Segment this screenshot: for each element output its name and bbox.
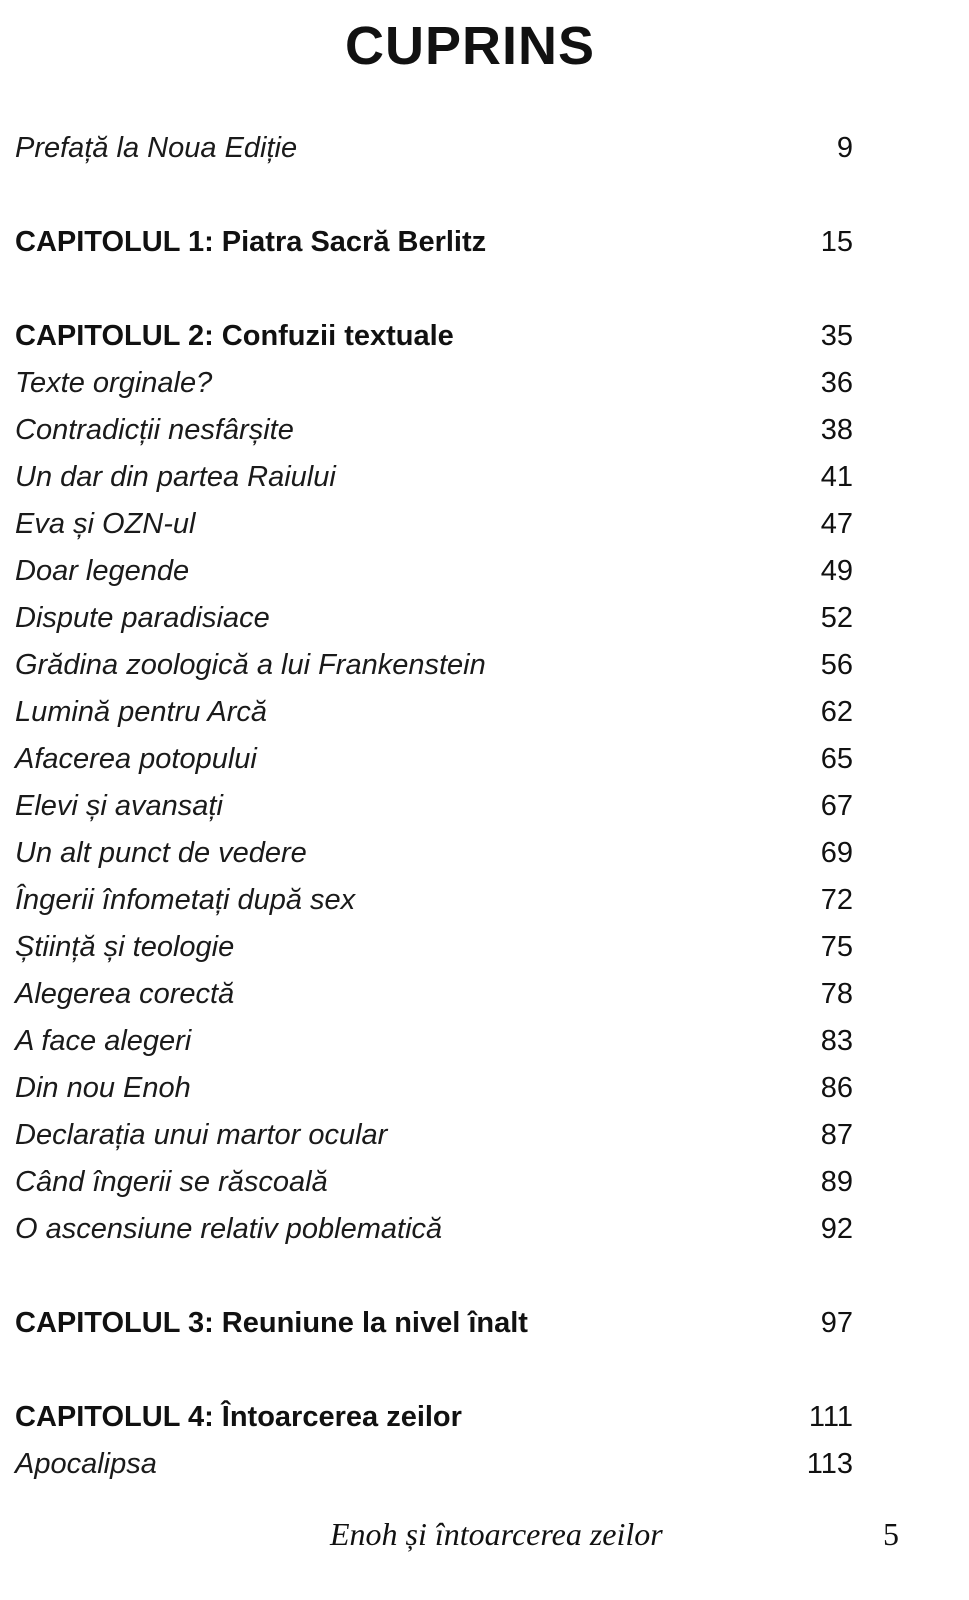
toc-entry-label: Texte orginale? <box>15 366 213 399</box>
toc-entry-section[interactable] <box>15 1158 853 1206</box>
toc-entry-page: 111 <box>808 1400 853 1433</box>
toc-entry-label: Declarația unui martor ocular <box>15 1118 388 1151</box>
toc-entry-chapter-3[interactable] <box>15 1299 853 1347</box>
toc-entry-label: Din nou Enoh <box>15 1071 191 1104</box>
toc-entry-section[interactable] <box>15 1017 853 1065</box>
toc-entry-section[interactable] <box>15 1440 853 1488</box>
toc-entry-page: 62 <box>820 695 853 728</box>
toc-entry-label: A face alegeri <box>15 1024 192 1057</box>
toc-entry-page: 87 <box>820 1118 853 1151</box>
page-footer <box>0 1512 969 1562</box>
toc-entry-label: Alegerea corectă <box>15 977 235 1010</box>
toc-entry-label: Afacerea potopului <box>15 742 257 775</box>
toc-entry-label: Dispute paradisiace <box>15 601 270 634</box>
toc-entry-page: 113 <box>806 1447 853 1480</box>
toc-entry-page: 75 <box>820 930 853 963</box>
toc-entry-chapter-2[interactable] <box>15 312 853 360</box>
toc-entry-label: Un dar din partea Raiului <box>15 460 336 493</box>
toc-entry-section[interactable] <box>15 829 853 877</box>
toc-entry-page: 69 <box>820 836 853 869</box>
toc-entry-page: 67 <box>820 789 853 822</box>
toc-entry-label: Contradicții nesfârșite <box>15 413 294 446</box>
toc-entry-label: Un alt punct de vedere <box>15 836 307 869</box>
toc-entry-chapter-1[interactable] <box>15 218 853 266</box>
toc-entry-label: CAPITOLUL 3: Reuniune la nivel înalt <box>15 1306 528 1339</box>
toc-entry-label: Doar legende <box>15 554 190 587</box>
toc-entry-page: 35 <box>820 319 853 352</box>
toc-entry-page: 89 <box>820 1165 853 1198</box>
toc-entry-label: Elevi și avansați <box>15 789 223 822</box>
toc-entry-label: Apocalipsa <box>15 1447 157 1480</box>
toc-entry-label: O ascensiune relativ poblematică <box>15 1212 443 1245</box>
toc-entry-page: 72 <box>820 883 853 916</box>
toc-entry-section[interactable] <box>15 782 853 830</box>
toc-entry-section[interactable] <box>15 500 853 548</box>
toc-entry-label: Grădina zoologică a lui Frankenstein <box>15 648 486 681</box>
toc-entry-page: 83 <box>820 1024 853 1057</box>
toc-entry-page: 56 <box>820 648 853 681</box>
toc-entry-label: CAPITOLUL 4: Întoarcerea zeilor <box>15 1400 462 1433</box>
footer-page-number: 5 <box>883 1516 899 1552</box>
toc-entry-section[interactable] <box>15 547 853 595</box>
toc-entry-page: 92 <box>820 1212 853 1245</box>
toc-entry-section[interactable] <box>15 1064 853 1112</box>
toc-entry-page: 49 <box>820 554 853 587</box>
toc-entry-preface[interactable] <box>15 124 853 172</box>
toc-entry-section[interactable] <box>15 970 853 1018</box>
toc-entry-label: Eva și OZN-ul <box>15 507 196 540</box>
toc-entry-section[interactable] <box>15 1205 853 1253</box>
toc-entry-label: Lumină pentru Arcă <box>15 695 268 728</box>
toc-entry-chapter-4[interactable] <box>15 1393 853 1441</box>
toc-entry-page: 47 <box>820 507 853 540</box>
toc-entry-section[interactable] <box>15 1111 853 1159</box>
footer-book-title: Enoh și întoarcerea zeilor <box>330 1516 663 1552</box>
toc-entry-section[interactable] <box>15 876 853 924</box>
toc-entry-page: 52 <box>820 601 853 634</box>
toc-entry-section[interactable] <box>15 406 853 454</box>
toc-entry-page: 15 <box>820 225 853 258</box>
toc-entry-page: 9 <box>836 131 853 164</box>
toc-entry-label: CAPITOLUL 2: Confuzii textuale <box>15 319 454 352</box>
toc-entry-page: 86 <box>820 1071 853 1104</box>
toc-entry-section[interactable] <box>15 641 853 689</box>
toc-entry-section[interactable] <box>15 359 853 407</box>
toc-entry-label: Știință și teologie <box>15 930 235 963</box>
toc-entry-section[interactable] <box>15 923 853 971</box>
toc-entry-label: Când îngerii se răscoală <box>15 1165 328 1198</box>
page-title: CUPRINS <box>344 16 596 76</box>
toc-entry-label: CAPITOLUL 1: Piatra Sacră Berlitz <box>15 225 487 258</box>
toc-entry-section[interactable] <box>15 735 853 783</box>
toc-entry-section[interactable] <box>15 688 853 736</box>
toc-entry-page: 38 <box>820 413 853 446</box>
toc-entry-label: Îngerii înfometați după sex <box>15 883 356 916</box>
toc-entry-page: 41 <box>820 460 853 493</box>
toc-entry-section[interactable] <box>15 453 853 501</box>
toc-entry-section[interactable] <box>15 594 853 642</box>
toc-entry-label: Prefață la Noua Ediție <box>15 131 298 164</box>
toc-entry-page: 97 <box>820 1306 853 1339</box>
toc-entry-page: 65 <box>820 742 853 775</box>
toc-entry-page: 78 <box>820 977 853 1010</box>
toc-entry-page: 36 <box>820 366 853 399</box>
